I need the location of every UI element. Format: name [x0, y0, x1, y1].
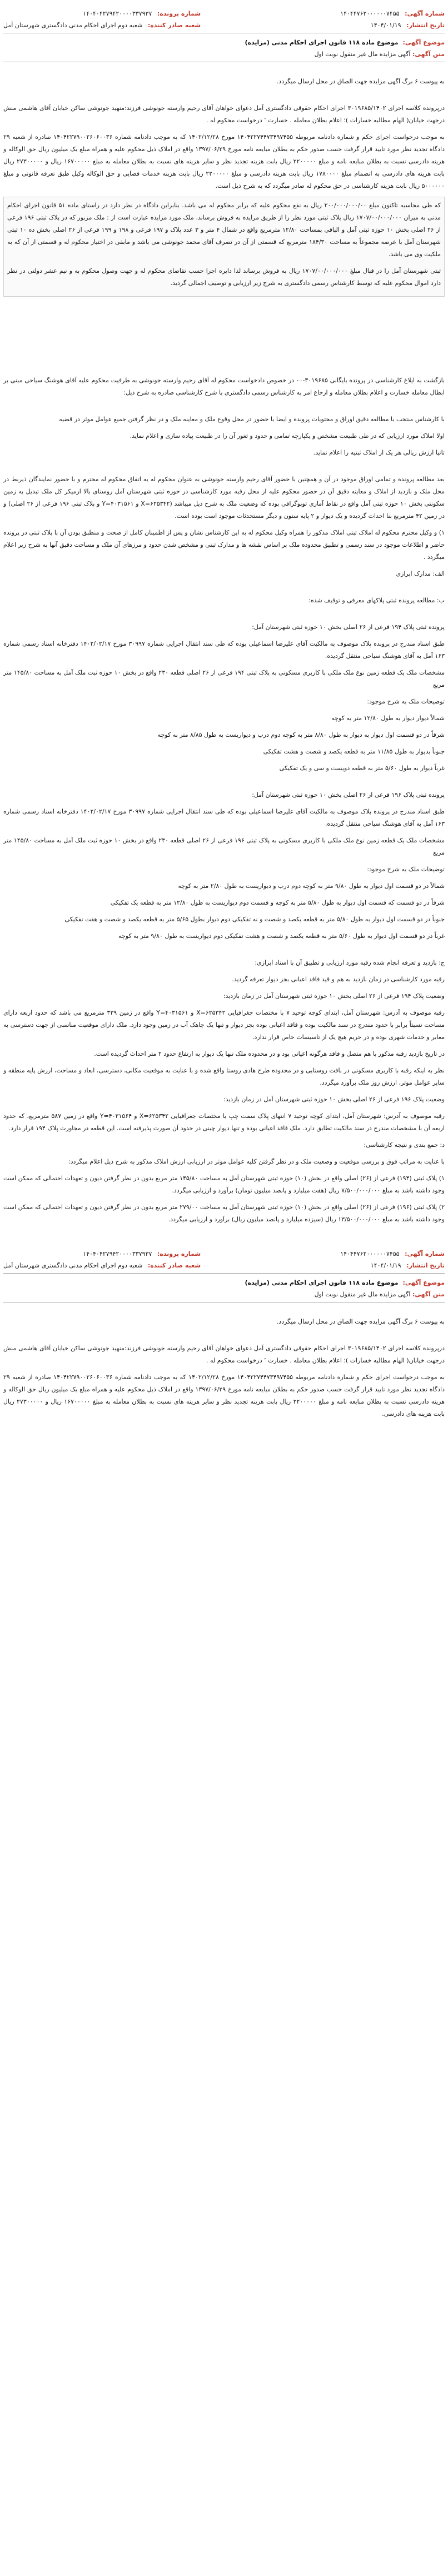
notice-text-row	[3, 48, 445, 60]
paragraph: درپرونده کلاسه اجرای ۳۰۱۹۶۸۵/۱۴۰۲ اجرای احکام حقوقی دادگستری آمل دعوای خواهان آقای رحیم وارسته جونوشی فرزند:منهید جونوشی ساکن خیابان آقای هاشمی منش درجهت خیابان( الهام مطالبه خسارات )؛ اعلام بطلان معامله . خسارت ٬ درخواست محکوم له .	[3, 104, 445, 124]
header-divider	[3, 1273, 445, 1274]
spacer	[3, 297, 445, 375]
header-right-column	[340, 8, 445, 31]
spacer	[3, 779, 445, 789]
notice-header	[3, 1240, 445, 1271]
issuer: شعبه دوم اجرای احکام مدنی دادگستری شهرستان آمل	[3, 22, 143, 29]
section-heading: الف: مدارک ابرازی	[396, 570, 445, 577]
paragraph: شمالاً در دو قسمت اول دیوار به طول ۹/۸۰ متر به کوچه دوم درب و دیواریست به طول ۲/۸۰ متر به کوچه	[178, 882, 445, 890]
paragraph: وضعیت پلاک ۱۹۶ فرعی از ۲۶ اصلی بخش ۱۰ حوزه ثبتی شهرستان آمل در زمان بازدید:	[223, 1096, 445, 1103]
highlighted-block	[3, 197, 445, 297]
case-number-row	[3, 1248, 201, 1260]
paragraph: ثانیا ارزش ریالی هر یک از املاک ثبتیه را اعلام نماید.	[313, 449, 445, 456]
case-number: ۱۴۰۴۰۴۲۷۹۴۲۰۰۰۰۳۳۷۹۳۷	[83, 10, 152, 17]
section-heading: ج: بازدید و تعرفه انجام شده رقبه مورد ارزیابی و تطبیق آن با اسناد ابرازی:	[255, 959, 445, 966]
notice-subject-row	[3, 1277, 445, 1289]
paragraph: نظر به اینکه رقبه با کاربری مسکونی در بافت روستایی و در محدوده طرح هادی روستا واقع شده و با عنایت به موقعیت مکانی، دسترسی، ابعاد و مساحت، ارزش پایه منطقه و سایر عوامل موثر، ارزش روز ملک برآورد میگردد.	[3, 1067, 445, 1086]
publish-date-row	[340, 1260, 445, 1271]
spacer	[3, 947, 445, 957]
section-heading: ب: مطالعه پرونده ثبتی پلاکهای معرفی و توقیف شده:	[308, 597, 445, 604]
paragraph: رقبه مورد کارشناسی در زمان بازدید به هم و قید فاقد اعیانی بجز دیوار تعرفه گردید.	[232, 976, 445, 983]
notice-text-row	[3, 1289, 445, 1300]
notice-number-label: شماره آگهی:	[405, 10, 445, 17]
paragraph: توضیحات ملک به شرح موجود:	[367, 698, 445, 705]
paragraph: وضعیت پلاک ۱۹۴ فرعی از ۲۶ اصلی بخش ۱۰ حوزه ثبتی شهرستان آمل در زمان بازدید:	[223, 992, 445, 1000]
notice-text: آگهی مزایده مال غیر منقول نوبت اول	[314, 1291, 411, 1298]
issuer-label: شعبه صادر کننده:	[147, 22, 201, 29]
issuer-row	[3, 1260, 201, 1271]
paragraph: که طی محاسبه تاکنون مبلغ ۲۰۰/۰۰۰/۰۰۰/۰۰ ریال به نفع محکوم علیه که برابر محکوم له می باشد. بنابراین دادگاه در نظر دارد در راستای ماده ۵۱ قانون اجرای احکام مدنی به میزان ۱۷۰۷/۰۰/۰۰۰/۰۰۰ ریال پلاک ثبتی مورد نظر را از طریق مزایده به فروش برساند. ملک مورد مزایده عبارت است از : ملک مزبور که در پلاک ثبتی ۱۹۶ فرعی از ۲۶ اصلی بخش ۱۰ حوزه ثبتی آمل و الباقی بمساحت ۱۲/۸۰ مترمربع واقع در شمال ۴ متر و ۳ عدد پلاک و ۱۹۷ فرعی و ۱۹۸ و ۱۹۹ فرعی از ۲۶ اصلی بخش ده ۱۰ ثبتی شهرستان آمل با عرصه مجموعاً به مساحت ۱۸۴/۳۰ مترمربع که قسمتی از آن در تصرف آقای محمد جونوشی می باشد و مابقی در اختیار محکوم له و قسمتی از آن که به ملکیت وی می باشد.	[7, 202, 441, 258]
paragraph: به پیوست ۶ برگ آگهی مزایده جهت الصاق در محل ارسال میگردد.	[276, 78, 445, 85]
notice-text-label: متن آگهی:	[412, 1291, 445, 1298]
paragraph: غرباً در دو قسمت اول دیوار به طول ۵/۶۰ متر به قطعه یکصد و شصت و هشت تفکیکی دوم دیواریست به طول ۹/۸۰ متر به کوچه	[118, 932, 445, 940]
spacer	[3, 92, 445, 102]
spacer	[3, 1332, 445, 1342]
paragraph: در تاریخ بازدید رقبه مذکور با هم متصل و فاقد هرگونه اعیانی بود و در محدوده ملک تنها یک دیوار به ارتفاع حدود ۲ متر احداث گردیده است.	[94, 1050, 445, 1057]
paragraph: ثبتی شهرستان آمل را در قبال مبلغ ۱۷۰۷/۰۰/۰۰۰/۰۰۰ ریال به فروش برساند لذا دایره اجرا حسب تقاضای محکوم له و جهت وصول محکوم به و نیم عشر دولتی در نظر دارد اموال محکوم علیه که توسط کارشناس رسمی دادگستری به شرح زیر ارزیابی و توصیف اجمالی گردید.	[7, 267, 441, 287]
paragraph: به پیوست ۶ برگ آگهی مزایده جهت الصاق در محل ارسال میگردد.	[276, 1318, 445, 1325]
paragraph: جنوباً بدیوار به طول ۱۱/۸۵ متر به قطعه یکصد و شصت و هشت تفکیکی	[263, 748, 445, 755]
spacer	[3, 403, 445, 413]
issuer-label: شعبه صادر کننده:	[147, 1262, 201, 1269]
paragraph: شمالاً دیوار دیوار به طول ۱۲/۸۰ متر به کوچه	[331, 715, 445, 722]
spacer	[3, 1306, 445, 1316]
notice-subject: موضوع ماده ۱۱۸ قانون اجرای احکام مدنی (مزایده)	[245, 39, 399, 46]
paragraph: مشخصات ملک یک قطعه زمین نوع ملک ملکی با کاربری مسکونی به پلاک ثبتی ۱۹۶ فرعی از ۲۶ اصلی قطعه ۲۳۰ واقع در بخش ۱۰ حوزه ثبت ملک آمل به مساحت ۱۴۵/۸۰ متر مربع	[3, 837, 445, 856]
paragraph: به موجب درخواست اجرای حکم و شماره دادنامه مربوطه ۱۴۰۴۲۲۷۴۴۷۳۴۹۷۴۵۵ مورخ ۱۴۰۲/۱۲/۲۸ که به موجب دادنامه شماره ۱۴۰۴۲۲۷۹۰۰۲۶۰۶۰۰۳۶ صادره از شعبه ۲۹ دادگاه تجدید نظر مورد تایید قرار گرفت حسب صدور حکم به بطلان مبایعه نامه مورخ ۱۳۹۷/۰۶/۲۹ واقع در املاک ذیل محکوم علیه و همراه مبلغ یک میلیون ریال حق الوکاله و هزینه دادرسی نسبت به بطلان مبایعه نامه و مبلغ ۲۲۰۰۰۰۰ ریال بابت هزینه تجدید نظر و سایر هزینه های نسبت به بطلان معامله به مبلغ ۱۶۷۰۰۰۰۰ ریال و ۲۷۳۰۰۰۰۰ ریال بابت هزینه های دادرسی به انضمام مبلغ ۱۷۸۰۰۰۰ ریال بابت هزینه دادرسی و مبلغ ۲۲۰۰۰۰۰ ریال بابت هزینه خدمات قضایی و حق الوکاله وکیل طبق تعرفه قانونی و مبلغ ۵۰۰۰۰۰۰ ریال بابت هزینه کارشناسی در حق محکوم له صادر میگردد که به شرح ذیل است.	[3, 133, 445, 189]
notice-subject-label: موضوع آگهی:	[402, 39, 445, 46]
paragraph: درپرونده کلاسه اجرای ۳۰۱۹۶۸۵/۱۴۰۲ اجرای احکام حقوقی دادگستری آمل دعوای خواهان آقای رحیم وارسته جونوشی فرزند:منهید جونوشی ساکن خیابان آقای هاشمی منش درجهت خیابان( الهام مطالبه خسارات )؛ اعلام بطلان معامله . خسارت ٬ درخواست محکوم له .	[3, 1345, 445, 1364]
notice-subject-row	[3, 37, 445, 48]
notice-number-label: شماره آگهی:	[405, 1250, 445, 1257]
notice-number-row	[340, 1248, 445, 1260]
publish-date: ۱۴۰۴/۰۱/۱۹	[370, 22, 401, 29]
paragraph: شرقاً در دو قسمت که قسمت اول دیوار به طول ۵/۸۰ متر به کوچه و قسمت دوم دیواریست به طول ۱۲/۸۰ متر به قطعه یک تفکیکی	[110, 899, 445, 906]
paragraph: پرونده ثبتی پلاک ۱۹۴ فرعی از ۲۶ اصلی بخش ۱۰ حوزه ثبتی شهرستان آمل:	[252, 623, 445, 631]
paragraph: رقبه موصوف به آدرس: شهرستان آمل، ابتدای کوچه توحید ۷ با مختصات جغرافیایی X=۶۲۵۳۴۲ و Y=۴۰۳۱۵۶۱ واقع در زمین ۳۳۹ مترمربع می باشد که حدود اربعه دارای مساحت نسبتاً برابر با حدود مندرج در سند مالکیت بوده و فاقد اعیانی بوده بجز دیوار و تنها یک چاهک آب در زمین وجود دارد. ملک دارای موقعیت مناسبی از جهت دسترسی به معابر و خدمات شهری بوده و در حریم هیچ یک از تاسیسات خاص قرار ندارد.	[3, 1009, 445, 1041]
paragraph: طبق اسناد مندرج در پرونده پلاک موصوف به مالکیت آقای علیرضا اسماعیلی بوده که طی سند انتقال اجرایی شماره ۳۰۹۹۷ مورخ ۱۴۰۲/۰۲/۱۷ دفترخانه اسناد رسمی شماره ۱۶۳ آمل به آقای هوشنگ سیاحی منتقل گردیده.	[3, 640, 445, 660]
spacer	[3, 1230, 445, 1240]
header-left-column	[3, 8, 201, 31]
paragraph: ۲) پلاک ثبتی (۱۹۶) فرعی از (۲۶) اصلی واقع در بخش (۱۰) حوزه ثبتی شهرستان آمل به مساحت ۲۷۹/۰۰ متر مربع بدون در نظر گرفتن دیون و تعهدات احتمالی که ممکن است وجود داشته باشد به مبلغ ۱۳/۵۰۰/۰۰۰/۰۰۰ ریال (سیزده میلیارد و پانصد میلیون ریال) برآورد و ارزیابی میگردد.	[3, 1204, 445, 1223]
paragraph: اولا املاک مورد ارزیابی که در طی طبیعت مشخص و یکپارچه تمامی و حدود و ثغور آن را در طبیعت پیاده سازی و اعلام نماید.	[130, 432, 445, 440]
paragraph: ۱) پلاک ثبتی (۱۹۴) فرعی از (۲۶) اصلی واقع در بخش (۱۰) حوزه ثبتی شهرستان آمل به مساحت ۱۴۵/۸۰ متر مربع بدون در نظر گرفتن دیون و تعهدات احتمالی که ممکن است وجود داشته باشد به مبلغ ۷/۵۰۰/۰۰۰/۰۰۰ ریال (هفت میلیارد و پانصد میلیون تومان) برآورد و ارزیابی میگردد.	[3, 1175, 445, 1194]
issuer: شعبه دوم اجرای احکام مدنی دادگستری شهرستان آمل	[3, 1262, 143, 1269]
paragraph: ۱) و وکیل محترم محکوم له املاک ثبتی املاک مذکور را همراه وکیل محکوم له به این کارشناس نشان و پس از اطمینان کامل از صحت و منطبق بودن آن با پلاک ثبتی در پرونده حاضر و اطلاعات موجود در سند رسمی و تطبیق محدوده ملک بر اساس نقشه ها و مدارک ثبتی و مشخص شدن حدود و مرزهای آن ملک و مساحت دقیق آنها به شرح زیر اعلام میگردد .	[3, 529, 445, 561]
paragraph: رقبه موصوف به آدرس: شهرستان آمل، ابتدای کوچه توحید ۷ انتهای پلاک سمت چپ با مختصات جغرافیایی X=۶۲۵۳۴۲ و Y=۴۰۳۱۵۶۴ واقع در زمین ۵۸۷ مترمربع، که حدود اربعه آن با مشخصات مندرج در سند مالکیت تطابق دارد. ملک فاقد اعیانی بوده و تنها دیوار چینی در حدود آن صورت پذیرفته است. این قطعه در مجاورت پلاک ۱۹۴ قرار دارد.	[3, 1112, 445, 1132]
notice-header	[3, 0, 445, 31]
issuer-row	[3, 19, 201, 31]
case-number-label: شماره پرونده:	[157, 10, 201, 17]
case-number: ۱۴۰۴۰۴۲۷۹۴۲۰۰۰۰۳۳۷۹۳۷	[83, 1250, 152, 1257]
paragraph: مشخصات ملک یک قطعه زمین نوع ملک ملکی با کاربری مسکونی به پلاک ثبتی ۱۹۴ فرعی از ۲۶ اصلی قطعه ۲۳۰ واقع در بخش ۱۰ حوزه ثبت ملک آمل به مساحت ۱۴۵/۸۰ متر مربع	[3, 669, 445, 688]
paragraph: به موجب درخواست اجرای حکم و شماره دادنامه مربوطه ۱۴۰۴۲۲۷۴۴۷۳۴۹۷۴۵۵ مورخ ۱۴۰۲/۱۲/۲۸ که به موجب دادنامه شماره ۱۴۰۴۲۲۷۹۰۰۲۶۰۶۰۰۳۶ صادره از شعبه ۲۹ دادگاه تجدید نظر مورد تایید قرار گرفت حسب صدور حکم به بطلان مبایعه نامه مورخ ۱۳۹۷/۰۶/۲۹ واقع در املاک ذیل محکوم علیه و همراه مبلغ یک میلیون ریال حق الوکاله و هزینه دادرسی نسبت به بطلان مبایعه نامه و مبلغ ۲۲۰۰۰۰۰ ریال بابت هزینه تجدید نظر و سایر هزینه های نسبت به بطلان معامله به مبلغ ۱۶۷۰۰۰۰۰ ریال و ۲۷۳۰۰۰۰۰ ریال بابت هزینه های دادرسی.	[3, 1374, 445, 1417]
paragraph: با کارشناس منتخب با مطالعه دقیق اوراق و محتویات پرونده و ایضا با حضور در محل وقوع ملک و معاینه ملک و در نظر گرفتن جمیع عوامل موثر در قضیه	[59, 416, 445, 423]
notice-text-label: متن آگهی:	[412, 51, 445, 58]
paragraph: طبق اسناد مندرج در پرونده پلاک موصوف به مالکیت آقای علیرضا اسماعیلی بوده که طی سند انتقال اجرایی شماره ۳۰۹۹۷ مورخ ۱۴۰۲/۰۲/۱۷ دفترخانه اسناد رسمی شماره ۱۶۳ آمل به آقای هوشنگ سیاحی منتقل گردیده.	[3, 808, 445, 827]
paragraph: توضیحات ملک به شرح موجود:	[367, 866, 445, 873]
spacer	[3, 66, 445, 76]
case-number-label: شماره پرونده:	[157, 1250, 201, 1257]
paragraph: با عنایت به مراتب فوق و بررسی موقعیت و وضعیت ملک و در نظر گرفتن کلیه عوامل موثر در ارزیابی ارزش املاک مذکور به شرح ذیل اعلام میگردد:	[68, 1158, 445, 1165]
case-number-row	[3, 8, 201, 19]
paragraph: شرقاً در دو قسمت اول دیوار به دیوار به طول ۸/۸۰ متر به کوچه دوم درب و دیواریست به طول ۸/۸۵ متر به کوچه	[157, 731, 445, 738]
notice-text: آگهی مزایده مال غیر منقول نوبت اول	[314, 51, 411, 58]
paragraph: غرباً دیوار به طول ۵/۶۰ متر به قطعه دویست و سی و یک تفکیکی	[279, 765, 445, 772]
header-left-column	[3, 1248, 201, 1271]
notice-number-row	[340, 8, 445, 19]
publish-date-label: تاریخ انتشار:	[406, 1262, 445, 1269]
notice-number: ۱۴۰۴۴۷۶۲۰۰۰۰۰۰۷۴۵۵	[340, 1250, 400, 1257]
paragraph: پرونده ثبتی پلاک ۱۹۶ فرعی از ۲۶ اصلی بخش ۱۰ حوزه ثبتی شهرستان آمل:	[252, 791, 445, 798]
publish-date-row	[340, 19, 445, 31]
notice-subject-label: موضوع آگهی:	[402, 1279, 445, 1286]
spacer	[3, 611, 445, 621]
header-right-column	[340, 1248, 445, 1271]
publish-date: ۱۴۰۴/۰۱/۱۹	[370, 1262, 401, 1269]
section-heading: د: جمع بندی و نتیجه کارشناسی:	[364, 1141, 445, 1149]
spacer	[3, 585, 445, 595]
paragraph: بعد مطالعه پرونده و تمامی اوراق موجود در آن و همچنین با حضور آقای رحیم وارسته جونوشی به عنوان محکوم له به اتفاق محکوم له محترم و با حضور نمایندگان ذیربط در محل ملک و بازدید از املاک و معاینه دقیق آن در حضور محکوم علیه از محل رقبه مورد کارشناسی در حوزه ثبتی شهرستان آمل روستای بالا ارمیکر کل ملک تبدیل به زمین سکونتی بخش ۱۰ حوزه ثبتی آمل واقع در نقاط آماری توپوگرافی بوده که وضعیت ملک به شرح ذیل میباشد (X=۶۲۵۳۴۲ و Y=۴۰۳۱۵۶۱ و پلاک ثبتی ۱۹۶ فرعی از ۲۶ اصلی) و در زمین ۴۲ مترمربع بنا احداث گردیده و یک دیوار و ۲ پایه ستون و دیگر مستحدثات موجود است بوده است.	[3, 476, 445, 520]
spacer	[3, 463, 445, 473]
notice-subject: موضوع ماده ۱۱۸ قانون اجرای احکام مدنی (مزایده)	[245, 1279, 399, 1286]
paragraph: جنوباً در دو قسمت اول دیوار به طول ۵/۸۰ متر به قطعه یکصد و شصت و نه تفکیکی دوم دیوار بطول ۵/۶۵ متر به قطعه یکصد و شصت و هفت تفکیکی	[64, 916, 445, 923]
paragraph: بازگشت به ایلاغ کارشناسی در پرونده بایگانی ۳۰۱۹۶۸۵-۰۰ در خصوص دادخواست محکوم له آقای رحیم وارسته جونوشی به طرفیت محکوم علیه آقای هوشنگ سیاحی مبنی بر ابطال معامله خسارت و اعلام بطلان معامله و ارجاع امر به کارشناس رسمی دادگستری با شرح کارشناسی صادره به شرح ذیل:	[3, 377, 445, 396]
notice-number: ۱۴۰۴۴۷۶۲۰۰۰۰۰۰۷۴۵۵	[340, 10, 400, 17]
publish-date-label: تاریخ انتشار:	[406, 22, 445, 29]
